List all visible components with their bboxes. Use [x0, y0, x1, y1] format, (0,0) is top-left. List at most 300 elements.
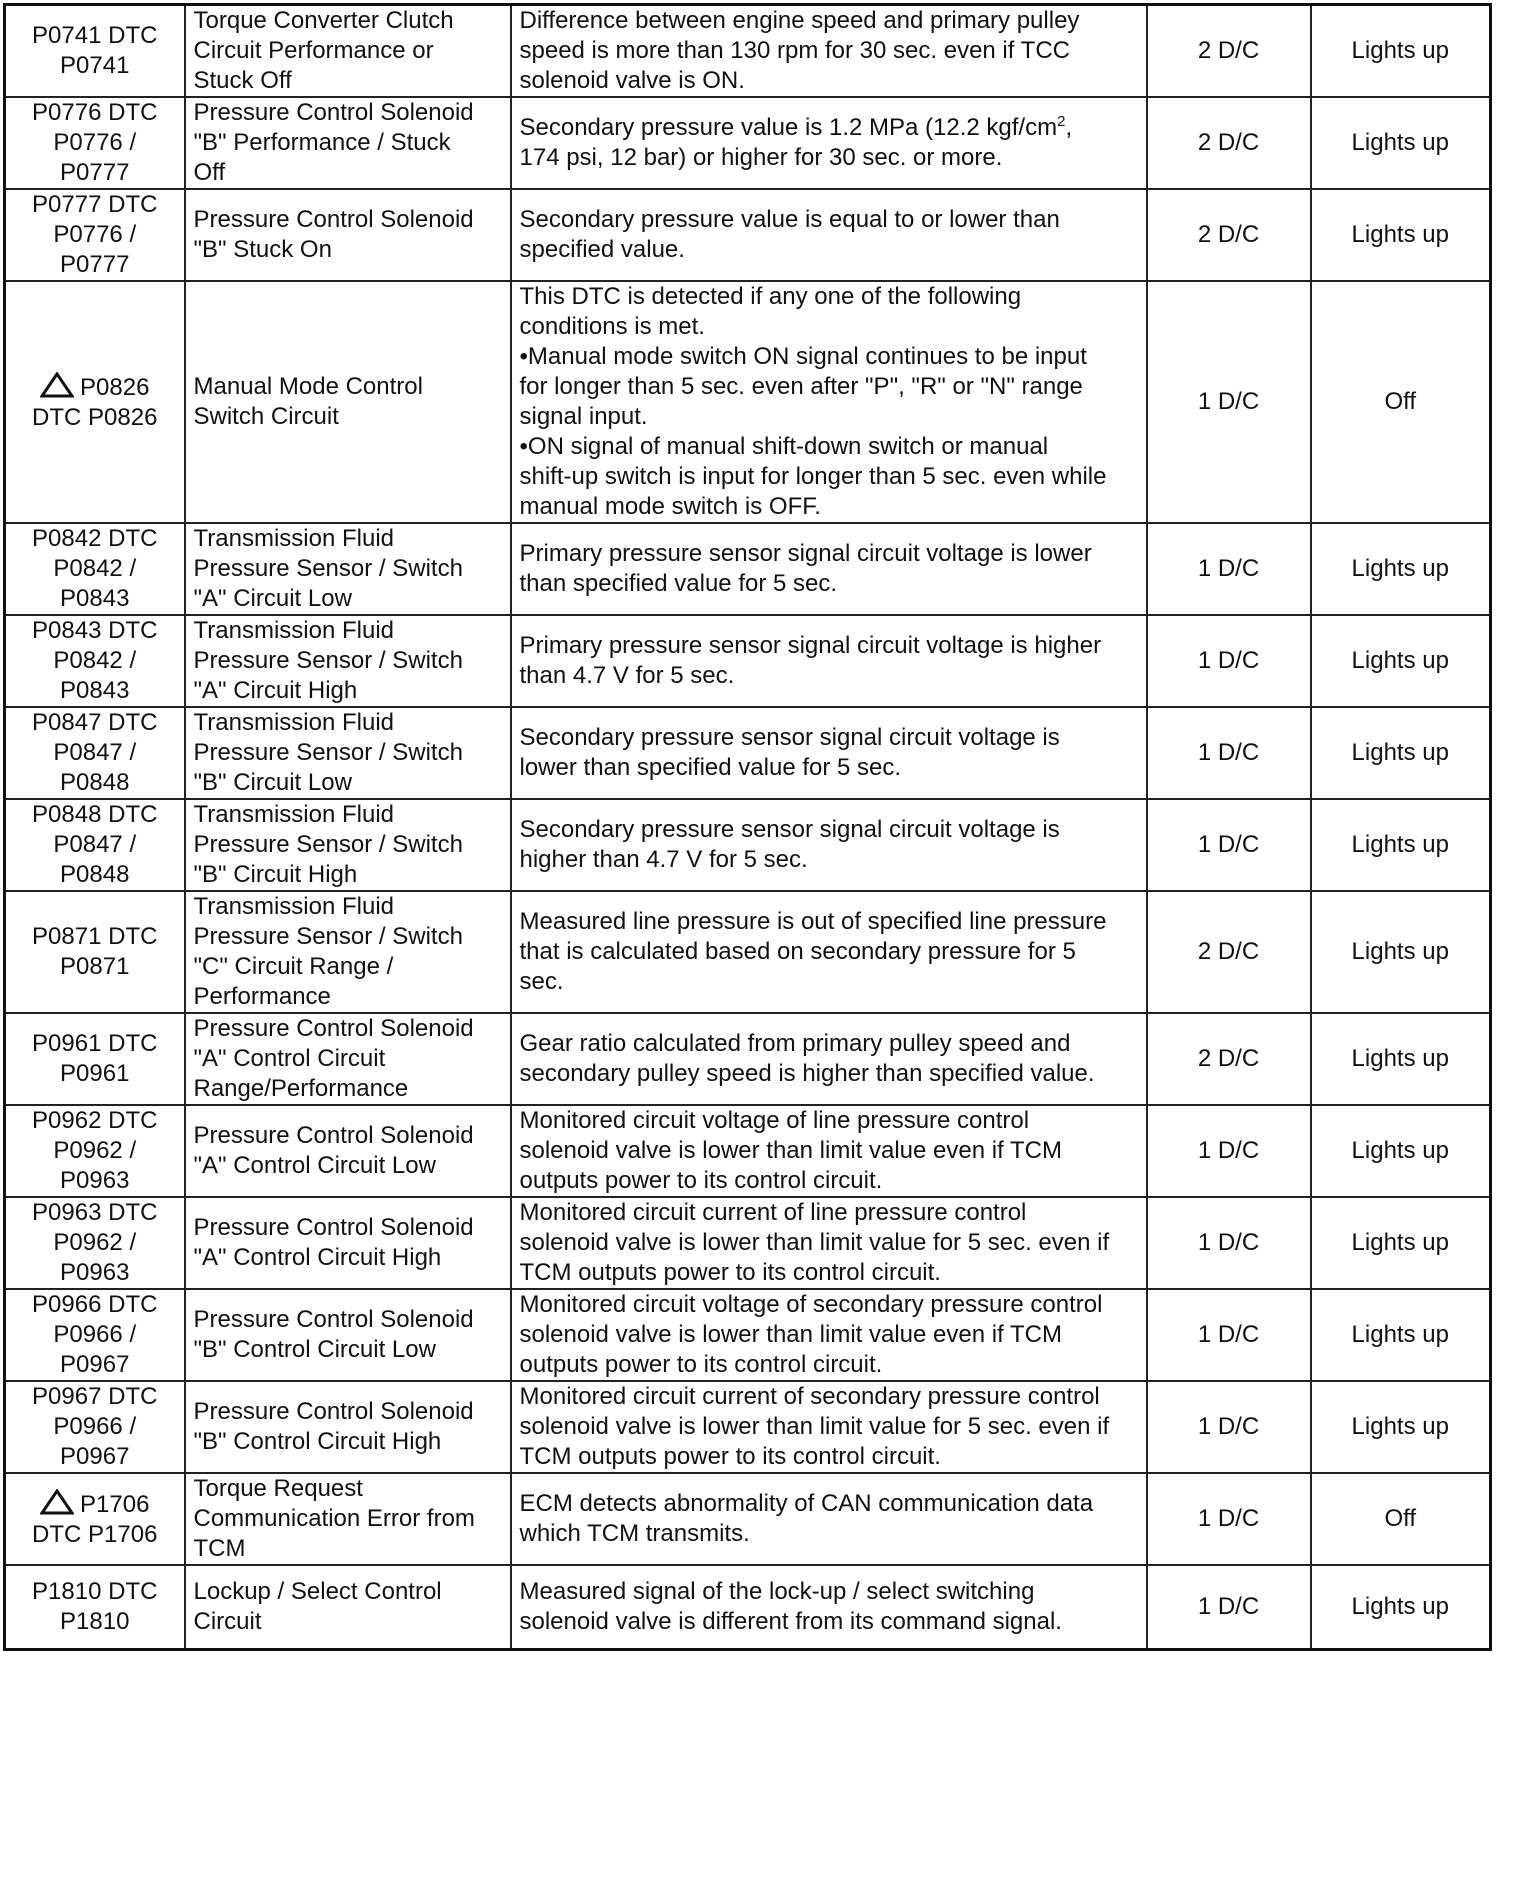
diagnosis-item-line: "B" Circuit High [193, 861, 358, 888]
table-row [5, 1381, 1491, 1473]
diagnosis-item-line: Range/Performance [193, 1075, 409, 1102]
table-row [5, 1565, 1491, 1649]
mil-cell: Lights up [1311, 97, 1491, 189]
diagnosis-item-line: Pressure Sensor / Switch [193, 647, 463, 674]
dtc-code-line [14, 1607, 176, 1637]
trip-cell: 1 D/C [1147, 1105, 1311, 1197]
dtc-code-text: P1810 DTC [32, 1577, 158, 1605]
dtc-code-cell [5, 1013, 185, 1105]
dtc-code-text: P0777 [60, 159, 130, 186]
detection-condition-line [520, 1198, 1138, 1228]
mil-cell: Off [1311, 1473, 1491, 1565]
detection-condition-line [520, 1166, 1138, 1196]
detection-condition-text: manual mode switch is OFF. [519, 493, 821, 520]
diagnosis-item-cell [185, 1105, 511, 1197]
detection-condition-line [520, 462, 1138, 492]
dtc-code-line [14, 1166, 176, 1196]
trip-cell: 2 D/C [1147, 1013, 1311, 1105]
dtc-code-line [14, 830, 176, 860]
detection-condition-line [520, 631, 1138, 661]
dtc-code-text: P0967 DTC [32, 1383, 158, 1410]
detection-condition-text: Monitored circuit current of secondary pressure control [519, 1383, 1100, 1410]
dtc-code-line [14, 860, 176, 890]
detection-condition-text: Secondary pressure sensor signal circuit voltage is [519, 724, 1060, 751]
dtc-code-text: P0967 [60, 1351, 130, 1378]
detection-condition-line [520, 723, 1138, 753]
diagnosis-item-line: "A" Control Circuit High [193, 1244, 442, 1271]
diagnosis-item-line: "B" Performance / Stuck [193, 129, 451, 156]
trip-cell: 2 D/C [1147, 5, 1311, 98]
detection-condition-cell [511, 799, 1147, 891]
dtc-code-line [14, 1106, 176, 1136]
dtc-code-cell [5, 189, 185, 281]
dtc-code-line [14, 1382, 176, 1412]
detection-condition-cell [511, 891, 1147, 1013]
dtc-code-text: P0777 [60, 251, 130, 278]
detection-condition-cell [511, 1289, 1147, 1381]
dtc-code-cell [5, 1381, 185, 1473]
mil-cell: Lights up [1311, 523, 1491, 615]
detection-condition-text: Secondary pressure value is equal to or lower than [519, 206, 1060, 233]
dtc-code-line [14, 98, 176, 128]
dtc-code-text: P1810 [60, 1607, 130, 1635]
dtc-code-text: P0776 / [53, 221, 137, 248]
dtc-code-line [14, 554, 176, 584]
detection-condition-line [520, 907, 1138, 937]
detection-condition-line [520, 539, 1138, 569]
dtc-code-line [14, 51, 176, 81]
dtc-code-line [14, 952, 176, 982]
trip-cell: 1 D/C [1147, 799, 1311, 891]
table-row [5, 1105, 1491, 1197]
dtc-code-cell [5, 1105, 185, 1197]
dtc-code-text: P0848 [60, 861, 130, 888]
diagnosis-item-line: Switch Circuit [193, 403, 339, 430]
superscript: 2 [1057, 113, 1066, 130]
detection-condition-line [520, 937, 1138, 967]
dtc-code-line [14, 1228, 176, 1258]
dtc-code-text: P0826 [80, 373, 150, 401]
trip-cell: 1 D/C [1147, 1381, 1311, 1473]
dtc-code-text: P0962 / [53, 1229, 137, 1256]
dtc-code-line [14, 616, 176, 646]
diagnosis-item-line: Pressure Sensor / Switch [193, 555, 463, 582]
diagnosis-item-line: Pressure Control Solenoid [193, 1214, 474, 1241]
diagnosis-item-line: Stuck Off [193, 67, 292, 94]
trip-cell: 1 D/C [1147, 281, 1311, 523]
dtc-code-line [14, 1320, 176, 1350]
diagnosis-item-line: "B" Circuit Low [193, 769, 352, 796]
detection-condition-line [520, 1382, 1138, 1412]
mil-cell: Lights up [1311, 1289, 1491, 1381]
dtc-code-line [14, 676, 176, 706]
superscript-suffix: , [1065, 114, 1073, 141]
detection-condition-cell [511, 615, 1147, 707]
diagnosis-item-cell [185, 615, 511, 707]
detection-condition-cell [511, 1473, 1147, 1565]
table-row [5, 5, 1491, 98]
diagnosis-item-line: "A" Circuit Low [193, 585, 352, 612]
detection-condition-line [520, 143, 1138, 173]
detection-condition-line [520, 282, 1138, 312]
dtc-table-body [5, 5, 1491, 1650]
diagnosis-item-cell [185, 1473, 511, 1565]
dtc-code-text: P0843 [60, 585, 130, 612]
diagnosis-item-cell [185, 1197, 511, 1289]
dtc-code-line [14, 403, 176, 433]
detection-condition-line [520, 1320, 1138, 1350]
diagnosis-item-line: Circuit Performance or [193, 37, 434, 64]
trip-cell: 1 D/C [1147, 523, 1311, 615]
detection-condition-text: •Manual mode switch ON signal continues to be input [519, 343, 1087, 370]
dtc-code-line [14, 128, 176, 158]
detection-condition-text: solenoid valve is lower than limit value even if TCM [519, 1137, 1062, 1164]
detection-condition-text: Monitored circuit current of line pressure control [519, 1199, 1027, 1226]
diagnosis-item-line: TCM [193, 1535, 246, 1562]
dtc-code-line [14, 1029, 176, 1059]
diagnosis-item-cell [185, 1381, 511, 1473]
detection-condition-cell [511, 523, 1147, 615]
diagnosis-item-cell [185, 1289, 511, 1381]
diagnosis-item-cell [185, 189, 511, 281]
detection-condition-text: outputs power to its control circuit. [519, 1351, 883, 1378]
diagnosis-item-cell [185, 799, 511, 891]
dtc-table [3, 3, 1492, 1651]
detection-condition-text: shift-up switch is input for longer than 5 sec. even while [519, 463, 1107, 490]
diagnosis-item-line: "A" Control Circuit [193, 1045, 386, 1072]
trip-cell: 1 D/C [1147, 1197, 1311, 1289]
dtc-code-cell [5, 615, 185, 707]
detection-condition-text: Difference between engine speed and primary pulley [519, 7, 1080, 34]
diagnosis-item-line: Pressure Control Solenoid [193, 1122, 474, 1149]
dtc-code-text: P0741 [60, 52, 130, 79]
diagnosis-item-line: Transmission Fluid [193, 801, 394, 828]
diagnosis-item-line: Performance [193, 983, 331, 1010]
detection-condition-line [520, 815, 1138, 845]
dtc-code-line [14, 372, 176, 403]
dtc-code-line [14, 21, 176, 51]
detection-condition-text: solenoid valve is ON. [519, 67, 745, 94]
detection-condition-text: specified value. [519, 236, 685, 263]
dtc-code-cell [5, 281, 185, 523]
detection-condition-line [520, 1607, 1138, 1637]
diagnosis-item-cell [185, 523, 511, 615]
dtc-code-line [14, 1520, 176, 1550]
dtc-code-text: DTC P1706 [32, 1520, 158, 1548]
dtc-code-line [14, 768, 176, 798]
dtc-code-cell [5, 799, 185, 891]
warning-triangle-icon [40, 1489, 74, 1515]
detection-condition-line [520, 661, 1138, 691]
detection-condition-line [520, 967, 1138, 997]
dtc-code-text: P0847 / [53, 831, 137, 858]
dtc-code-line [14, 708, 176, 738]
dtc-code-text: P0962 DTC [32, 1107, 158, 1134]
dtc-code-text: P0842 DTC [32, 525, 158, 552]
diagnosis-item-line: "C" Circuit Range / [193, 953, 394, 980]
mil-cell: Lights up [1311, 799, 1491, 891]
detection-condition-text: Measured signal of the lock-up / select switching [519, 1577, 1035, 1605]
detection-condition-line [520, 113, 1138, 143]
mil-cell: Lights up [1311, 615, 1491, 707]
detection-condition-line [520, 753, 1138, 783]
dtc-code-text: P0962 / [53, 1137, 137, 1164]
trip-cell: 1 D/C [1147, 1473, 1311, 1565]
mil-cell: Off [1311, 281, 1491, 523]
detection-condition-line [520, 1577, 1138, 1607]
mil-cell: Lights up [1311, 1565, 1491, 1649]
detection-condition-text: Measured line pressure is out of specified line pressure [519, 908, 1107, 935]
dtc-code-cell [5, 1197, 185, 1289]
diagnosis-item-cell [185, 707, 511, 799]
dtc-code-line [14, 1489, 176, 1520]
diagnosis-item-line: "B" Control Circuit High [193, 1428, 442, 1455]
detection-condition-line [520, 1412, 1138, 1442]
dtc-code-cell [5, 1289, 185, 1381]
dtc-code-text: P0843 DTC [32, 617, 158, 644]
diagnosis-item-cell [185, 5, 511, 98]
mil-cell: Lights up [1311, 707, 1491, 799]
detection-condition-text: solenoid valve is lower than limit value even if TCM [519, 1321, 1062, 1348]
dtc-code-line [14, 250, 176, 280]
diagnosis-item-cell [185, 1013, 511, 1105]
mil-cell: Lights up [1311, 1105, 1491, 1197]
detection-condition-text: for longer than 5 sec. even after "P", "R" or "N" range [519, 373, 1083, 400]
detection-condition-text: than 4.7 V for 5 sec. [519, 662, 735, 689]
diagnosis-item-line: Transmission Fluid [193, 617, 394, 644]
trip-cell: 1 D/C [1147, 707, 1311, 799]
dtc-code-text: P0842 / [53, 555, 137, 582]
detection-condition-text: •ON signal of manual shift-down switch or manual [519, 433, 1049, 460]
diagnosis-item-cell [185, 1565, 511, 1649]
diagnosis-item-line: Pressure Sensor / Switch [193, 831, 463, 858]
dtc-code-cell [5, 1473, 185, 1565]
detection-condition-line [520, 845, 1138, 875]
detection-condition-cell [511, 1013, 1147, 1105]
diagnosis-item-cell [185, 891, 511, 1013]
diagnosis-item-line: Off [193, 159, 226, 186]
diagnosis-item-line: Pressure Control Solenoid [193, 99, 474, 126]
detection-condition-line [520, 66, 1138, 96]
dtc-code-text: P0871 [60, 953, 130, 980]
dtc-code-cell [5, 891, 185, 1013]
dtc-code-line [14, 524, 176, 554]
detection-condition-text: outputs power to its control circuit. [519, 1167, 883, 1194]
dtc-code-line [14, 190, 176, 220]
detection-condition-text: solenoid valve is different from its command signal. [519, 1607, 1062, 1635]
detection-condition-line [520, 1519, 1138, 1549]
diagnosis-item-line: Transmission Fluid [193, 525, 394, 552]
mil-cell: Lights up [1311, 5, 1491, 98]
detection-condition-text: which TCM transmits. [519, 1520, 750, 1547]
dtc-code-text: P0871 DTC [32, 923, 158, 950]
table-row [5, 1289, 1491, 1381]
dtc-code-line [14, 1136, 176, 1166]
mil-cell: Lights up [1311, 1381, 1491, 1473]
dtc-code-cell [5, 97, 185, 189]
table-row [5, 891, 1491, 1013]
detection-condition-line [520, 1059, 1138, 1089]
diagnosis-item-line: Transmission Fluid [193, 709, 394, 736]
dtc-code-text: P0963 [60, 1167, 130, 1194]
detection-condition-text: that is calculated based on secondary pressure for 5 [519, 938, 1076, 965]
mil-cell: Lights up [1311, 891, 1491, 1013]
detection-condition-text: TCM outputs power to its control circuit. [519, 1259, 941, 1286]
mil-cell: Lights up [1311, 1197, 1491, 1289]
diagnosis-item-line: Lockup / Select Control [193, 1577, 442, 1605]
dtc-code-text: P0848 DTC [32, 801, 158, 828]
detection-condition-cell [511, 1565, 1147, 1649]
detection-condition-text: solenoid valve is lower than limit value for 5 sec. even if [519, 1413, 1110, 1440]
detection-condition-cell [511, 1105, 1147, 1197]
dtc-code-text: P0776 DTC [32, 99, 158, 126]
dtc-code-text: P0963 [60, 1259, 130, 1286]
detection-condition-line [520, 1350, 1138, 1380]
table-row [5, 799, 1491, 891]
dtc-code-line [14, 1350, 176, 1380]
detection-condition-line [520, 1228, 1138, 1258]
diagnosis-item-line: Pressure Sensor / Switch [193, 739, 463, 766]
detection-condition-line [520, 235, 1138, 265]
dtc-code-text: P0966 / [53, 1413, 137, 1440]
dtc-code-line [14, 738, 176, 768]
diagnosis-item-line: Pressure Control Solenoid [193, 1398, 474, 1425]
table-row [5, 1013, 1491, 1105]
dtc-code-line [14, 922, 176, 952]
dtc-code-line [14, 158, 176, 188]
diagnosis-item-line: "A" Control Circuit Low [193, 1152, 436, 1179]
diagnosis-item-line: Circuit [193, 1607, 262, 1635]
diagnosis-item-line: Torque Converter Clutch [193, 7, 454, 34]
detection-condition-text: Monitored circuit voltage of secondary pressure control [519, 1291, 1103, 1318]
diagnosis-item-line: Pressure Sensor / Switch [193, 923, 463, 950]
detection-condition-line [520, 1290, 1138, 1320]
mil-cell: Lights up [1311, 1013, 1491, 1105]
detection-condition-text: ECM detects abnormality of CAN communication data [519, 1490, 1094, 1517]
detection-condition-line [520, 492, 1138, 522]
table-row [5, 189, 1491, 281]
detection-condition-cell [511, 5, 1147, 98]
dtc-code-line [14, 800, 176, 830]
detection-condition-cell [511, 1381, 1147, 1473]
dtc-code-cell [5, 1565, 185, 1649]
detection-condition-line [520, 1106, 1138, 1136]
detection-condition-text: secondary pulley speed is higher than specified value. [519, 1060, 1095, 1087]
diagnosis-item-line: Pressure Control Solenoid [193, 206, 474, 233]
detection-condition-cell [511, 281, 1147, 523]
dtc-code-text: P0848 [60, 769, 130, 796]
dtc-code-text: P0961 DTC [32, 1030, 158, 1057]
dtc-code-line [14, 1412, 176, 1442]
detection-condition-line [520, 1258, 1138, 1288]
detection-condition-text: conditions is met. [519, 313, 705, 340]
warning-triangle-icon [40, 372, 74, 398]
dtc-code-line [14, 1442, 176, 1472]
table-row [5, 1197, 1491, 1289]
dtc-code-line [14, 220, 176, 250]
diagnosis-item-line: "B" Control Circuit Low [193, 1336, 436, 1363]
diagnosis-item-cell [185, 97, 511, 189]
detection-condition-line [520, 569, 1138, 599]
trip-cell: 2 D/C [1147, 891, 1311, 1013]
diagnosis-item-line: Torque Request [193, 1475, 363, 1502]
trip-cell: 1 D/C [1147, 1289, 1311, 1381]
detection-condition-text: speed is more than 130 rpm for 30 sec. even if TCC [519, 37, 1070, 64]
table-row [5, 523, 1491, 615]
dtc-code-line [14, 1198, 176, 1228]
dtc-code-line [14, 1258, 176, 1288]
table-row [5, 281, 1491, 523]
detection-condition-text: 174 psi, 12 bar) or higher for 30 sec. or more. [519, 144, 1003, 171]
detection-condition-text: Primary pressure sensor signal circuit voltage is lower [519, 540, 1092, 567]
detection-condition-text: This DTC is detected if any one of the following [519, 283, 1022, 310]
dtc-code-text: P0966 / [53, 1321, 137, 1348]
diagnosis-item-line: Communication Error from [193, 1505, 475, 1532]
dtc-code-text: P0847 DTC [32, 709, 158, 736]
detection-condition-text: Secondary pressure sensor signal circuit voltage is [519, 816, 1060, 843]
detection-condition-line [520, 205, 1138, 235]
diagnosis-item-cell [185, 281, 511, 523]
dtc-code-text: P1706 [80, 1490, 150, 1518]
detection-condition-line [520, 402, 1138, 432]
dtc-code-line [14, 1059, 176, 1089]
detection-condition-line [520, 1489, 1138, 1519]
detection-condition-text: than specified value for 5 sec. [519, 570, 838, 597]
dtc-code-line [14, 584, 176, 614]
diagnosis-item-line: Pressure Control Solenoid [193, 1306, 474, 1333]
diagnosis-item-line: "B" Stuck On [193, 236, 332, 263]
trip-cell: 2 D/C [1147, 189, 1311, 281]
dtc-code-text: P0777 DTC [32, 191, 158, 218]
table-row [5, 97, 1491, 189]
detection-condition-line [520, 372, 1138, 402]
dtc-code-line [14, 1290, 176, 1320]
dtc-code-line [14, 646, 176, 676]
diagnosis-item-line: Pressure Control Solenoid [193, 1015, 474, 1042]
detection-condition-line [520, 1029, 1138, 1059]
dtc-code-text: P0843 [60, 677, 130, 704]
dtc-code-text: P0776 / [53, 129, 137, 156]
detection-condition-line [520, 1442, 1138, 1472]
trip-cell: 1 D/C [1147, 1565, 1311, 1649]
dtc-code-cell [5, 5, 185, 98]
detection-condition-text: sec. [519, 968, 564, 995]
table-row [5, 1473, 1491, 1565]
detection-condition-text: lower than specified value for 5 sec. [519, 754, 902, 781]
detection-condition-line [520, 312, 1138, 342]
dtc-code-text: DTC P0826 [32, 403, 158, 431]
detection-condition-cell [511, 1197, 1147, 1289]
diagnosis-item-line: Manual Mode Control [193, 373, 423, 400]
detection-condition-text: Monitored circuit voltage of line pressure control [519, 1107, 1030, 1134]
detection-condition-line [520, 1136, 1138, 1166]
trip-cell: 1 D/C [1147, 615, 1311, 707]
dtc-code-line [14, 1577, 176, 1607]
dtc-code-text: P0967 [60, 1443, 130, 1470]
dtc-code-text: P0842 / [53, 647, 137, 674]
dtc-code-text: P0963 DTC [32, 1199, 158, 1226]
dtc-code-cell [5, 707, 185, 799]
dtc-code-text: P0961 [60, 1060, 130, 1087]
diagnosis-item-line: "A" Circuit High [193, 677, 358, 704]
detection-condition-cell [511, 189, 1147, 281]
table-row [5, 615, 1491, 707]
detection-condition-text: higher than 4.7 V for 5 sec. [519, 846, 808, 873]
detection-condition-line [520, 432, 1138, 462]
detection-condition-text: TCM outputs power to its control circuit. [519, 1443, 941, 1470]
detection-condition-text: Secondary pressure value is 1.2 MPa (12.2 kgf/cm [519, 114, 1058, 141]
dtc-code-text: P0847 / [53, 739, 137, 766]
